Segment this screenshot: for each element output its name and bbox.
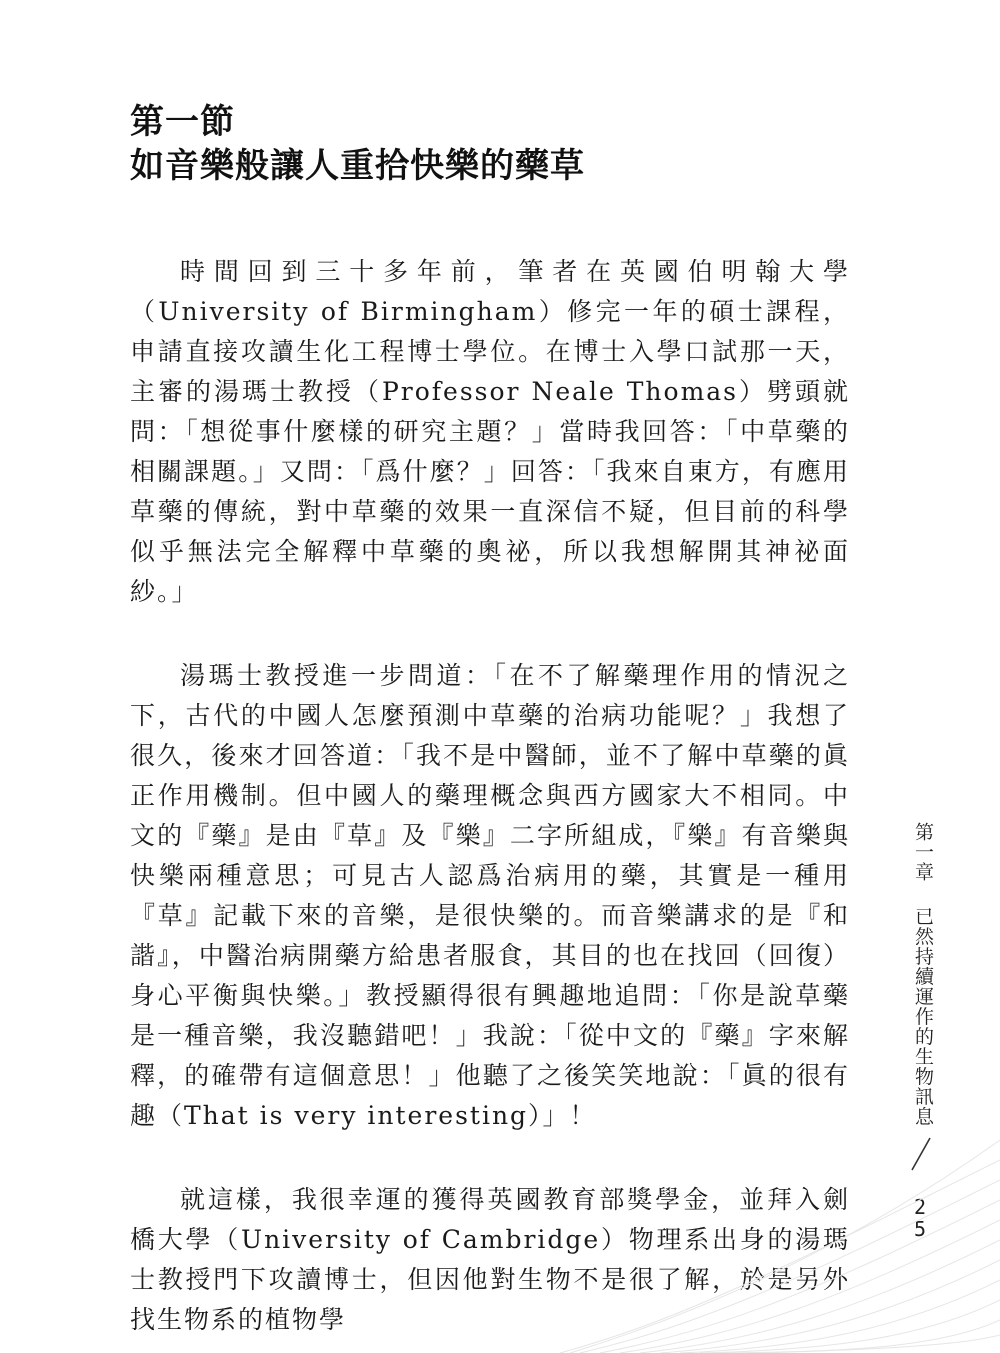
running-head: [906, 822, 934, 1126]
paragraph-1: 時間回到三十多年前，筆者在英國伯明翰大學（University of Birmingham）修完一年的碩士課程，申請直接攻讀生化工程博士學位。在博士入學口試那一天，主審的湯瑪士教授（Professor Neale Thomas）劈頭就問：「想從事什麼樣的研究主題？」當時我回答：「中草藥的相關課題。」又問：「爲什麼？」回答：「我來自東方，有應用草藥的傳統，對中草藥的效果一直深信不疑，但目前的科學似乎無法完全解釋中草藥的奧祕，所以我想解開其神祕面紗。」: [130, 257, 850, 606]
section-heading: [130, 100, 730, 188]
chapter-label: 第一章: [912, 822, 934, 882]
paragraph-3: 就這樣，我很幸運的獲得英國教育部獎學金，並拜入劍橋大學（University of Cambridge）物理系出身的湯瑪士教授門下攻讀博士，但因他對生物不是很了解，於是另外找生物系的植物學: [130, 1185, 850, 1334]
chapter-title: 已然持續運作的生物訊息: [912, 906, 934, 1127]
section-title: 如音樂般讓人重拾快樂的藥草: [130, 146, 585, 186]
decorative-waves: [560, 1120, 1000, 1353]
page-number-digit-1: 2: [913, 1195, 927, 1219]
section-number: 第一節: [130, 102, 235, 142]
paragraph-2: 湯瑪士教授進一步問道：「在不了解藥理作用的情況之下，古代的中國人怎麼預測中草藥的治病功能呢？」我想了很久，後來才回答道：「我不是中醫師，並不了解中草藥的眞正作用機制。但中國人的藥理概念與西方國家大不相同。中文的『藥』是由『草』及『樂』二字所組成，『樂』有音樂與快樂兩種意思；可見古人認爲治病用的藥，其實是一種用『草』記載下來的音樂，是很快樂的。而音樂講求的是『和諧』，中醫治病開藥方給患者服食，其目的也在找回（回復）身心平衡與快樂。」教授顯得很有興趣地追問：「你是說草藥是一種音樂，我沒聽錯吧！」我說：「從中文的『藥』字來解釋，的確帶有這個意思！」他聽了之後笑笑地說：「眞的很有趣（That is very interesting）」！: [130, 661, 850, 1130]
page-number-digit-2: 5: [913, 1217, 927, 1241]
